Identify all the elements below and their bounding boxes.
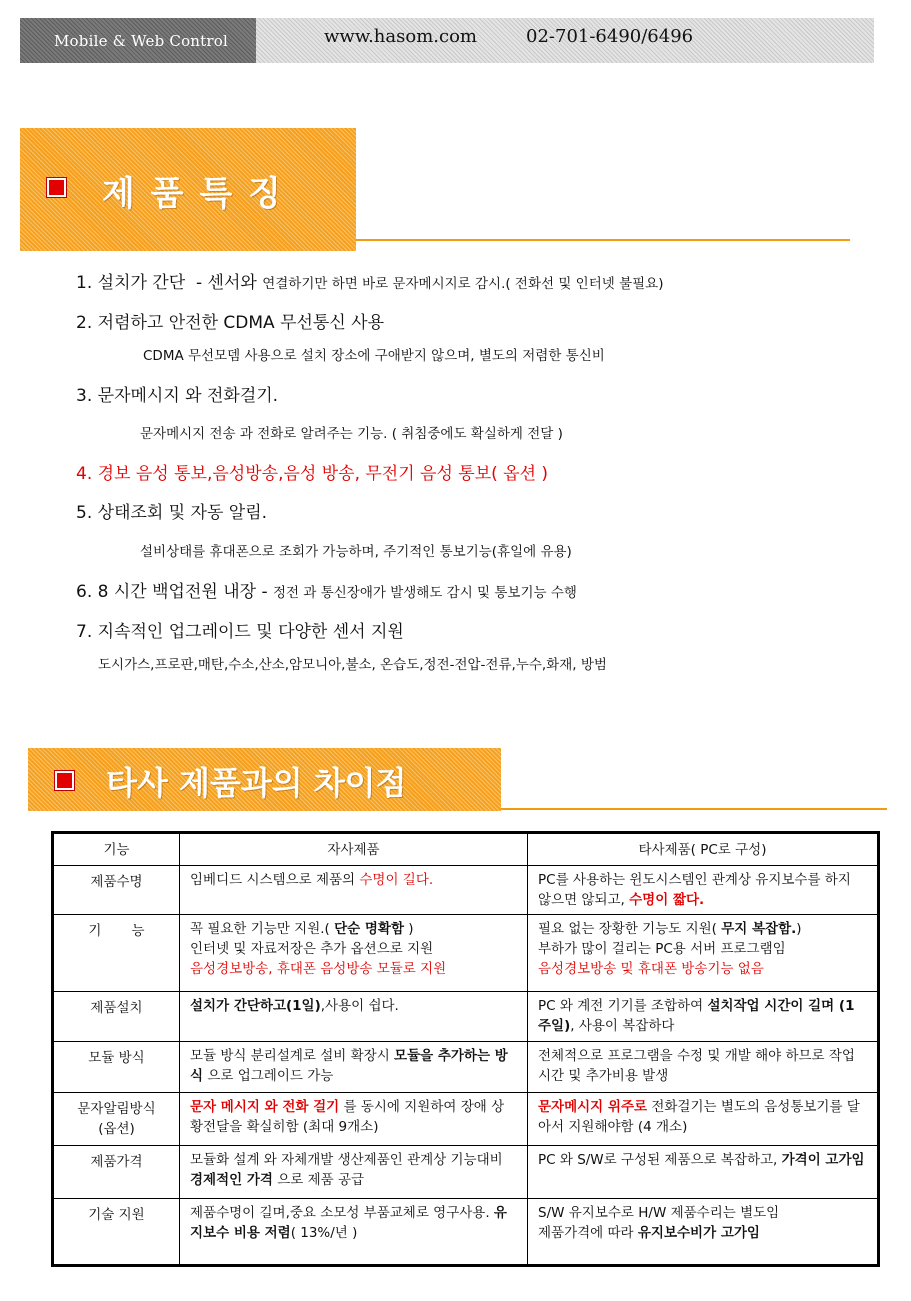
- column-header-theirs: 타사제품( PC로 구성): [528, 833, 879, 866]
- table-row: [53, 915, 879, 992]
- feature-number: 3.: [76, 386, 93, 406]
- feature-number: 6.: [76, 582, 93, 602]
- row-function-features: 기 능: [53, 915, 180, 992]
- feature-item-4: [76, 459, 548, 484]
- comparison-table: [51, 831, 880, 1267]
- square-bullet-icon: [47, 178, 66, 197]
- features-title-underline: [356, 239, 850, 241]
- feature-number: 5.: [76, 503, 93, 523]
- cell-theirs: PC 와 계전 기기를 조합하여 설치작업 시간이 길며 (1주일), 사용이 복잡하다: [528, 992, 879, 1042]
- feature-item-5: [76, 498, 267, 523]
- feature-label: 8 시간 백업전원 내장: [97, 582, 257, 602]
- feature-label: 지속적인 업그레이드 및 다양한 센서 지원: [97, 622, 404, 642]
- row-function-support: 기술 지원: [53, 1199, 180, 1266]
- column-header-ours: 자사제품: [180, 833, 528, 866]
- features-title: 제 품 특 징: [102, 174, 283, 214]
- header-bar: [20, 18, 874, 63]
- table-row: [53, 866, 879, 915]
- column-header-function: 기능: [53, 833, 180, 866]
- feature-number: 7.: [76, 622, 93, 642]
- row-function-lifespan: 제품수명: [53, 866, 180, 915]
- feature-label: 경보 음성 통보,음성방송,음성 방송, 무전기 음성 통보( 옵션 ): [97, 464, 549, 484]
- website-link[interactable]: www.hasom.com: [324, 26, 477, 47]
- cell-theirs: 문자메시지 위주로 전화걸기는 별도의 음성통보기를 달아서 지원해야함 (4 개소): [528, 1093, 879, 1146]
- contact-box: [256, 18, 874, 63]
- brand-box: [20, 18, 256, 63]
- feature-item-3: [76, 381, 278, 406]
- cell-theirs: S/W 유지보수로 H/W 제품수리는 별도임 제품가격에 따라 유지보수비가 고가임: [528, 1199, 879, 1266]
- row-function-price: 제품가격: [53, 1146, 180, 1199]
- cell-ours: 모듈 방식 분리설계로 설비 확장시 모듈을 추가하는 방식 으로 업그레이드 가능: [180, 1042, 528, 1093]
- comparison-title-box: [28, 748, 501, 811]
- feature-description-2: CDMA 무선모뎀 사용으로 설치 장소에 구애받지 않으며, 별도의 저렴한 통신비: [143, 348, 605, 364]
- comparison-title: 타사 제품과의 차이점: [106, 764, 407, 802]
- row-function-module: 모듈 방식: [53, 1042, 180, 1093]
- feature-description-5: 설비상태를 휴대폰으로 조회가 가능하며, 주기적인 통보기능(휴일에 유용): [140, 544, 572, 560]
- cell-ours: 꼭 필요한 기능만 지원.( 단순 명확함 ) 인터넷 및 자료저장은 추가 옵션으로 지원 음성경보방송, 휴대폰 음성방송 모듈로 지원: [180, 915, 528, 992]
- row-function-install: 제품설치: [53, 992, 180, 1042]
- table-row: [53, 1042, 879, 1093]
- feature-dash: -: [261, 582, 268, 602]
- features-title-box: [20, 128, 356, 251]
- feature-description-7: 도시가스,프로판,매탄,수소,산소,암모니아,불소, 온습도,정전-전압-전류,누수,화재, 방범: [98, 657, 607, 673]
- feature-label: 설치가 간단: [97, 273, 186, 293]
- table-row: [53, 1199, 879, 1266]
- cell-ours: 임베디드 시스템으로 제품의 수명이 길다.: [180, 866, 528, 915]
- feature-label: 센서와: [207, 273, 257, 293]
- cell-theirs: PC를 사용하는 윈도시스템인 관계상 유지보수를 하지 않으면 않되고, 수명이 짧다.: [528, 866, 879, 915]
- feature-item-1: [76, 268, 663, 293]
- cell-theirs: 필요 없는 장황한 기능도 지원( 무지 복잡함.) 부하가 많이 걸리는 PC용 서버 프로그램임 음성경보방송 및 휴대폰 방송기능 없음: [528, 915, 879, 992]
- feature-dash: -: [195, 273, 203, 293]
- feature-label: 상태조회 및 자동 알림.: [97, 503, 268, 523]
- table-row: [53, 992, 879, 1042]
- feature-description-3: 문자메시지 전송 과 전화로 알려주는 기능. ( 취침중에도 확실하게 전달 ): [140, 426, 563, 442]
- feature-item-6: [76, 577, 577, 602]
- feature-number: 4.: [76, 464, 93, 484]
- table-header-row: [53, 833, 879, 866]
- cell-ours: 문자 메시지 와 전화 걸기 를 동시에 지원하여 장애 상황전달을 확실히함 (최대 9개소): [180, 1093, 528, 1146]
- feature-number: 2.: [76, 313, 93, 333]
- cell-theirs: 전체적으로 프로그램을 수정 및 개발 해야 하므로 작업시간 및 추가비용 발생: [528, 1042, 879, 1093]
- cell-ours: 설치가 간단하고(1일),사용이 쉽다.: [180, 992, 528, 1042]
- row-function-notification: 문자알림방식 (옵션): [53, 1093, 180, 1146]
- table-row: [53, 1146, 879, 1199]
- brand-label: Mobile & Web Control: [54, 32, 228, 50]
- cell-ours: 모듈화 설계 와 자체개발 생산제품인 관계상 기능대비 경제적인 가격 으로 제품 공급: [180, 1146, 528, 1199]
- feature-label: 저렴하고 안전한 CDMA 무선통신 사용: [97, 313, 384, 333]
- feature-description: 연결하기만 하면 바로 문자메시지로 감시.( 전화선 및 인터넷 불필요): [262, 276, 664, 292]
- comparison-title-underline: [501, 808, 887, 810]
- feature-item-2: [76, 308, 384, 333]
- cell-ours: 제품수명이 길며,중요 소모성 부품교체로 영구사용. 유지보수 비용 저렴( 13%/년 ): [180, 1199, 528, 1266]
- square-bullet-icon: [55, 771, 74, 790]
- phone-number: 02-701-6490/6496: [526, 26, 694, 47]
- feature-label: 문자메시지 와 전화걸기.: [97, 386, 279, 406]
- feature-number: 1.: [76, 273, 93, 293]
- feature-item-7: [76, 617, 404, 642]
- table-row: [53, 1093, 879, 1146]
- cell-theirs: PC 와 S/W로 구성된 제품으로 복잡하고, 가격이 고가임: [528, 1146, 879, 1199]
- feature-description: 정전 과 통신장애가 발생해도 감시 및 통보기능 수행: [273, 585, 577, 601]
